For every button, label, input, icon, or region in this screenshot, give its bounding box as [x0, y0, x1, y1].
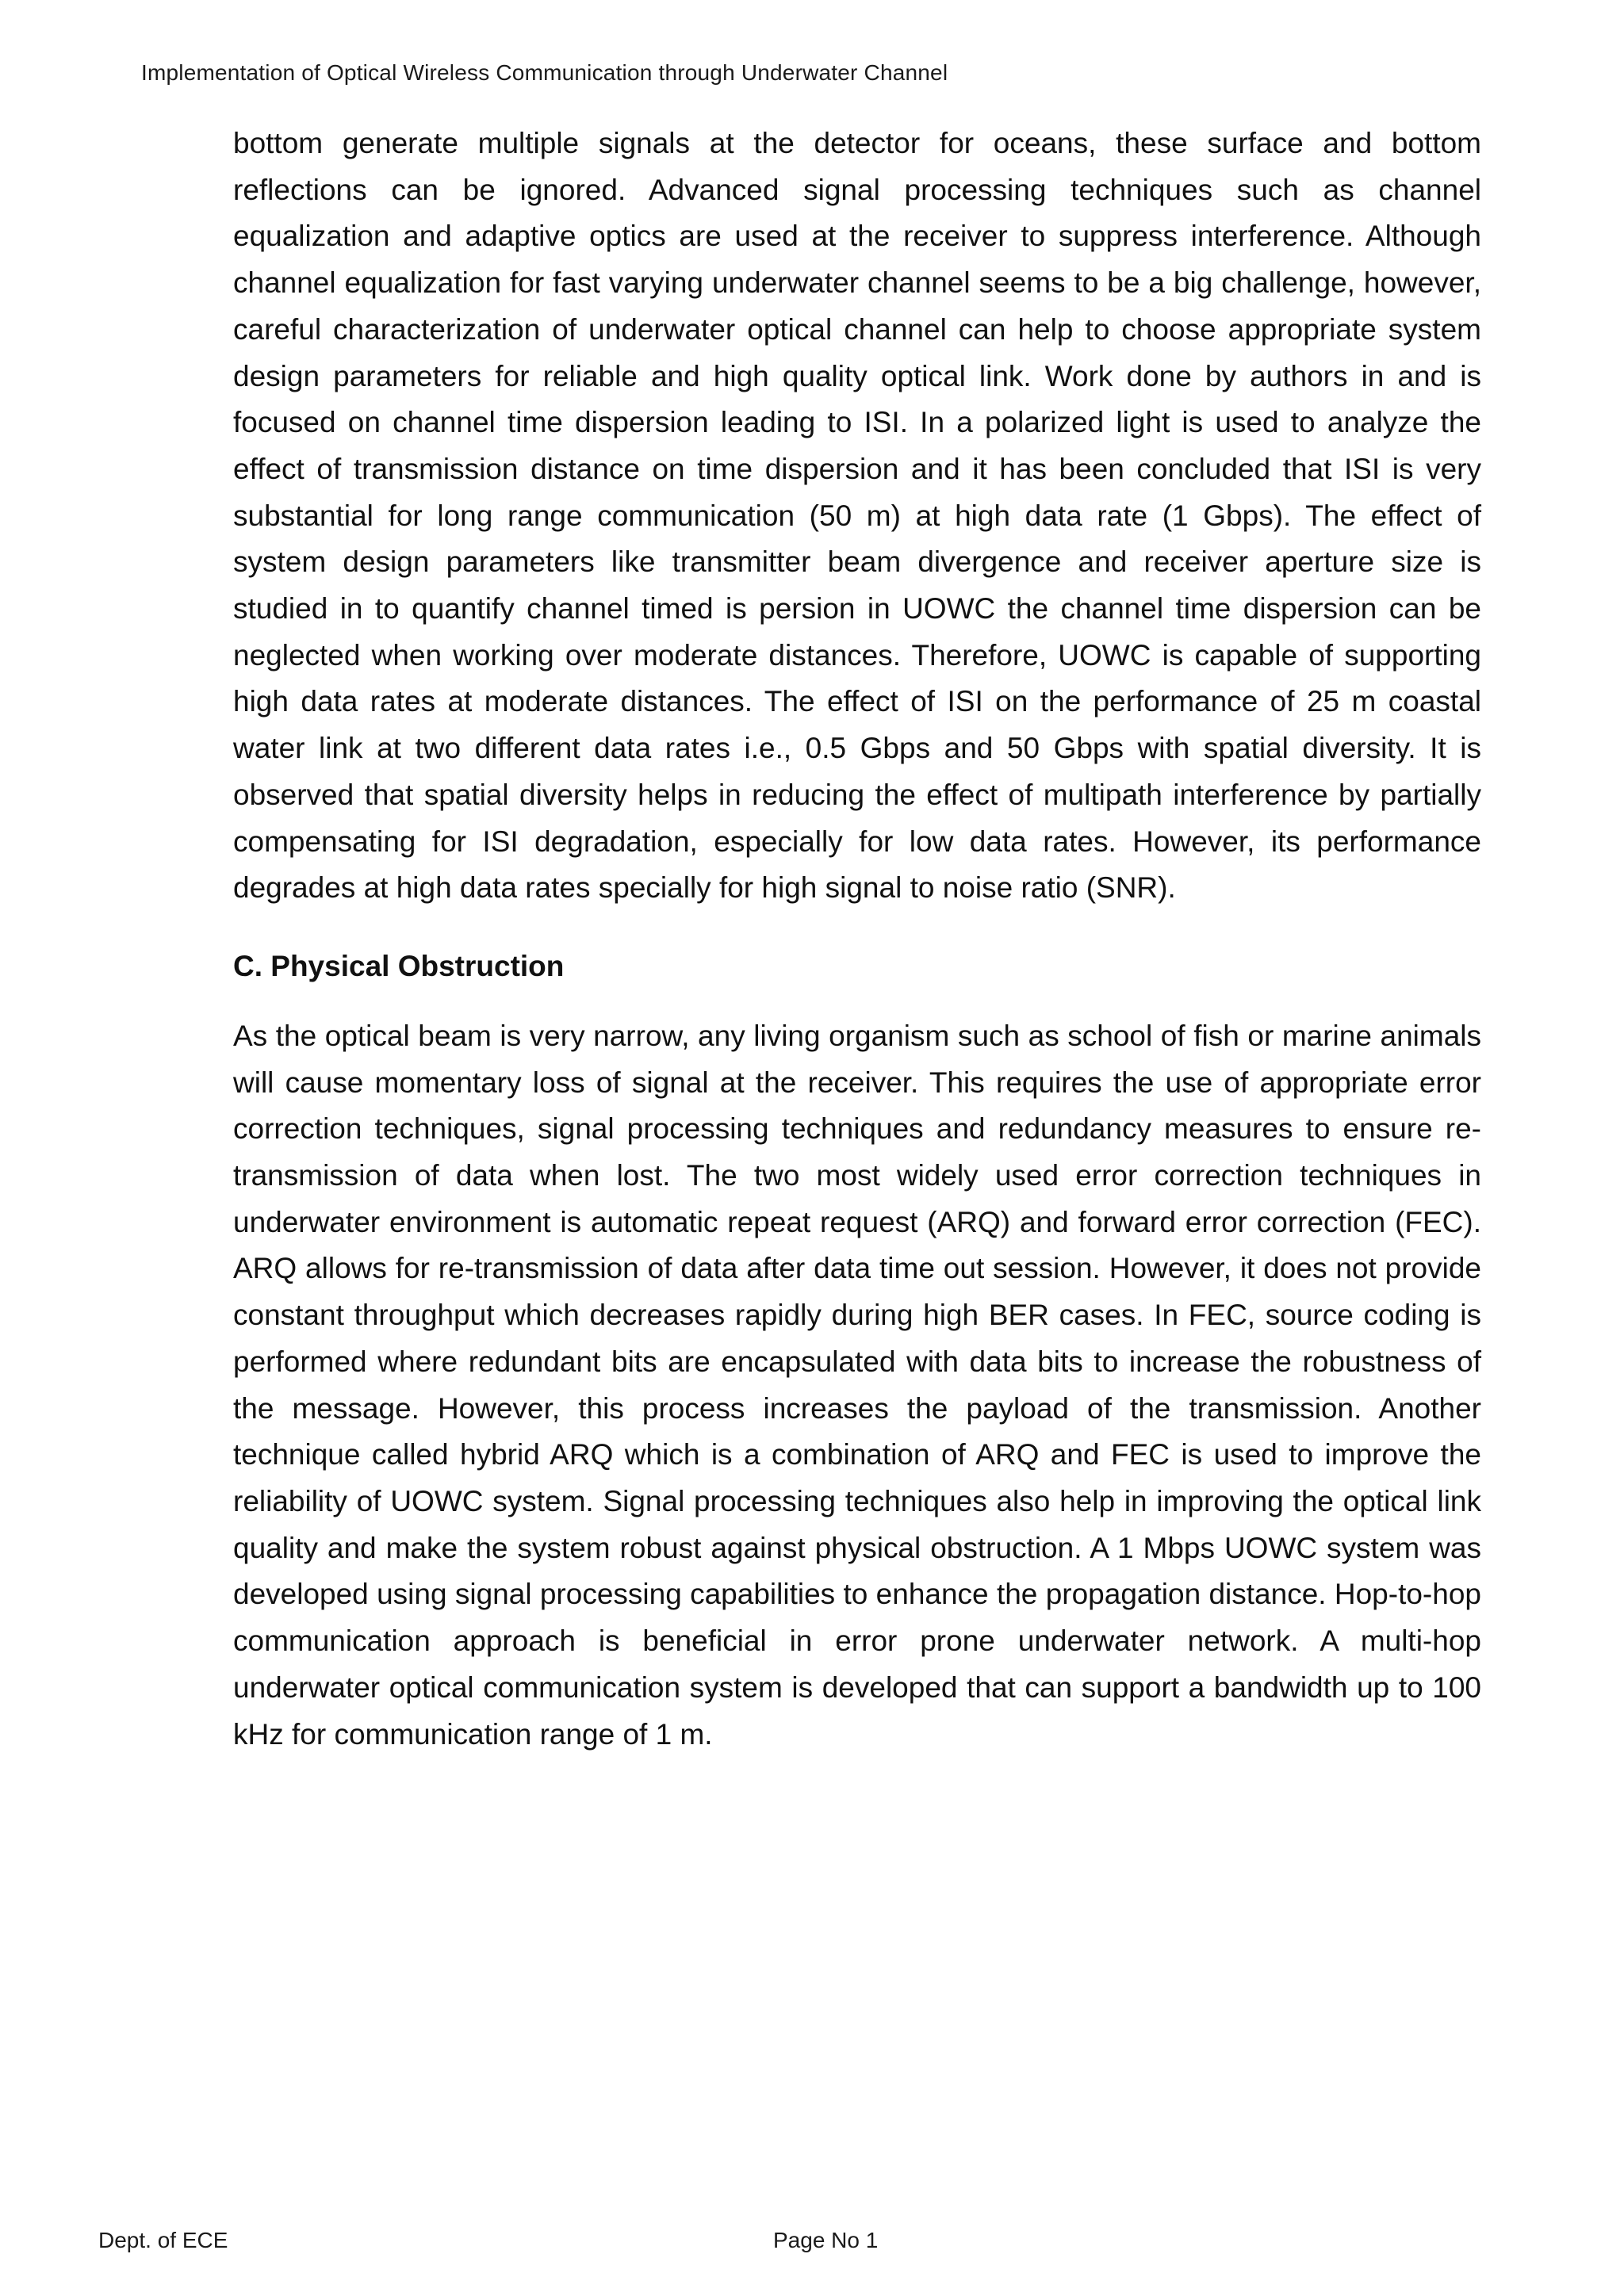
section-heading-physical-obstruction: C. Physical Obstruction [233, 949, 565, 982]
paragraph-physical-obstruction: As the optical beam is very narrow, any living organism such as school of fish or marine animals will cause momentary loss of signal at the receiver. This requires the use of appropriate error correction techniques, signal processing techniques and redundancy measures to ensure re-transmission of data when lost. The two most widely used error correction techniques in underwater environment is automatic repeat request (ARQ) and forward error correction (FEC). ARQ allows for re-transmission of data after data time out session. However, it does not provide constant throughput which decreases rapidly during high BER cases. In FEC, source coding is performed where redundant bits are encapsulated with data bits to increase the robustness of the message. However, this process increases the payload of the transmission. Another technique called hybrid ARQ which is a combination of ARQ and FEC is used to improve the reliability of UOWC system. Signal processing techniques also help in improving the optical link quality and make the system robust against physical obstruction. A 1 Mbps UOWC system was developed using signal processing capabilities to enhance the propagation distance. Hop-to-hop communication approach is beneficial in error prone underwater network. A multi-hop underwater optical communication system is developed that can support a bandwidth up to 100 kHz for communication range of 1 m. [233, 1019, 1481, 1751]
running-header-title: Implementation of Optical Wireless Communication through Underwater Channel [141, 60, 948, 85]
document-body [233, 121, 1481, 1758]
footer-page-number: Page No 1 [773, 2228, 879, 2252]
footer-department: Dept. of ECE [98, 2228, 228, 2252]
paragraph-isi: bottom generate multiple signals at the detector for oceans, these surface and bottom reflections can be ignored. Advanced signal processing techniques such as channel equalization and adaptive optics are used at the receiver to suppress interference. Although channel equalization for fast varying underwater channel seems to be a big challenge, however, careful characterization of underwater optical channel can help to choose appropriate system design parameters for reliable and high quality optical link. Work done by authors in and is focused on channel time dispersion leading to ISI. In a polarized light is used to analyze the effect of transmission distance on time dispersion and it has been concluded that ISI is very substantial for long range communication (50 m) at high data rate (1 Gbps). The effect of system design parameters like transmitter beam divergence and receiver aperture size is studied in to quantify channel timed is persion in UOWC the channel time dispersion can be neglected when working over moderate distances. Therefore, UOWC is capable of supporting high data rates at moderate distances. The effect of ISI on the performance of 25 m coastal water link at two different data rates i.e., 0.5 Gbps and 50 Gbps with spatial diversity. It is observed that spatial diversity helps in reducing the effect of multipath interference by partially compensating for ISI degradation, especially for low data rates. However, its performance degrades at high data rates specially for high signal to noise ratio (SNR). [233, 127, 1481, 905]
